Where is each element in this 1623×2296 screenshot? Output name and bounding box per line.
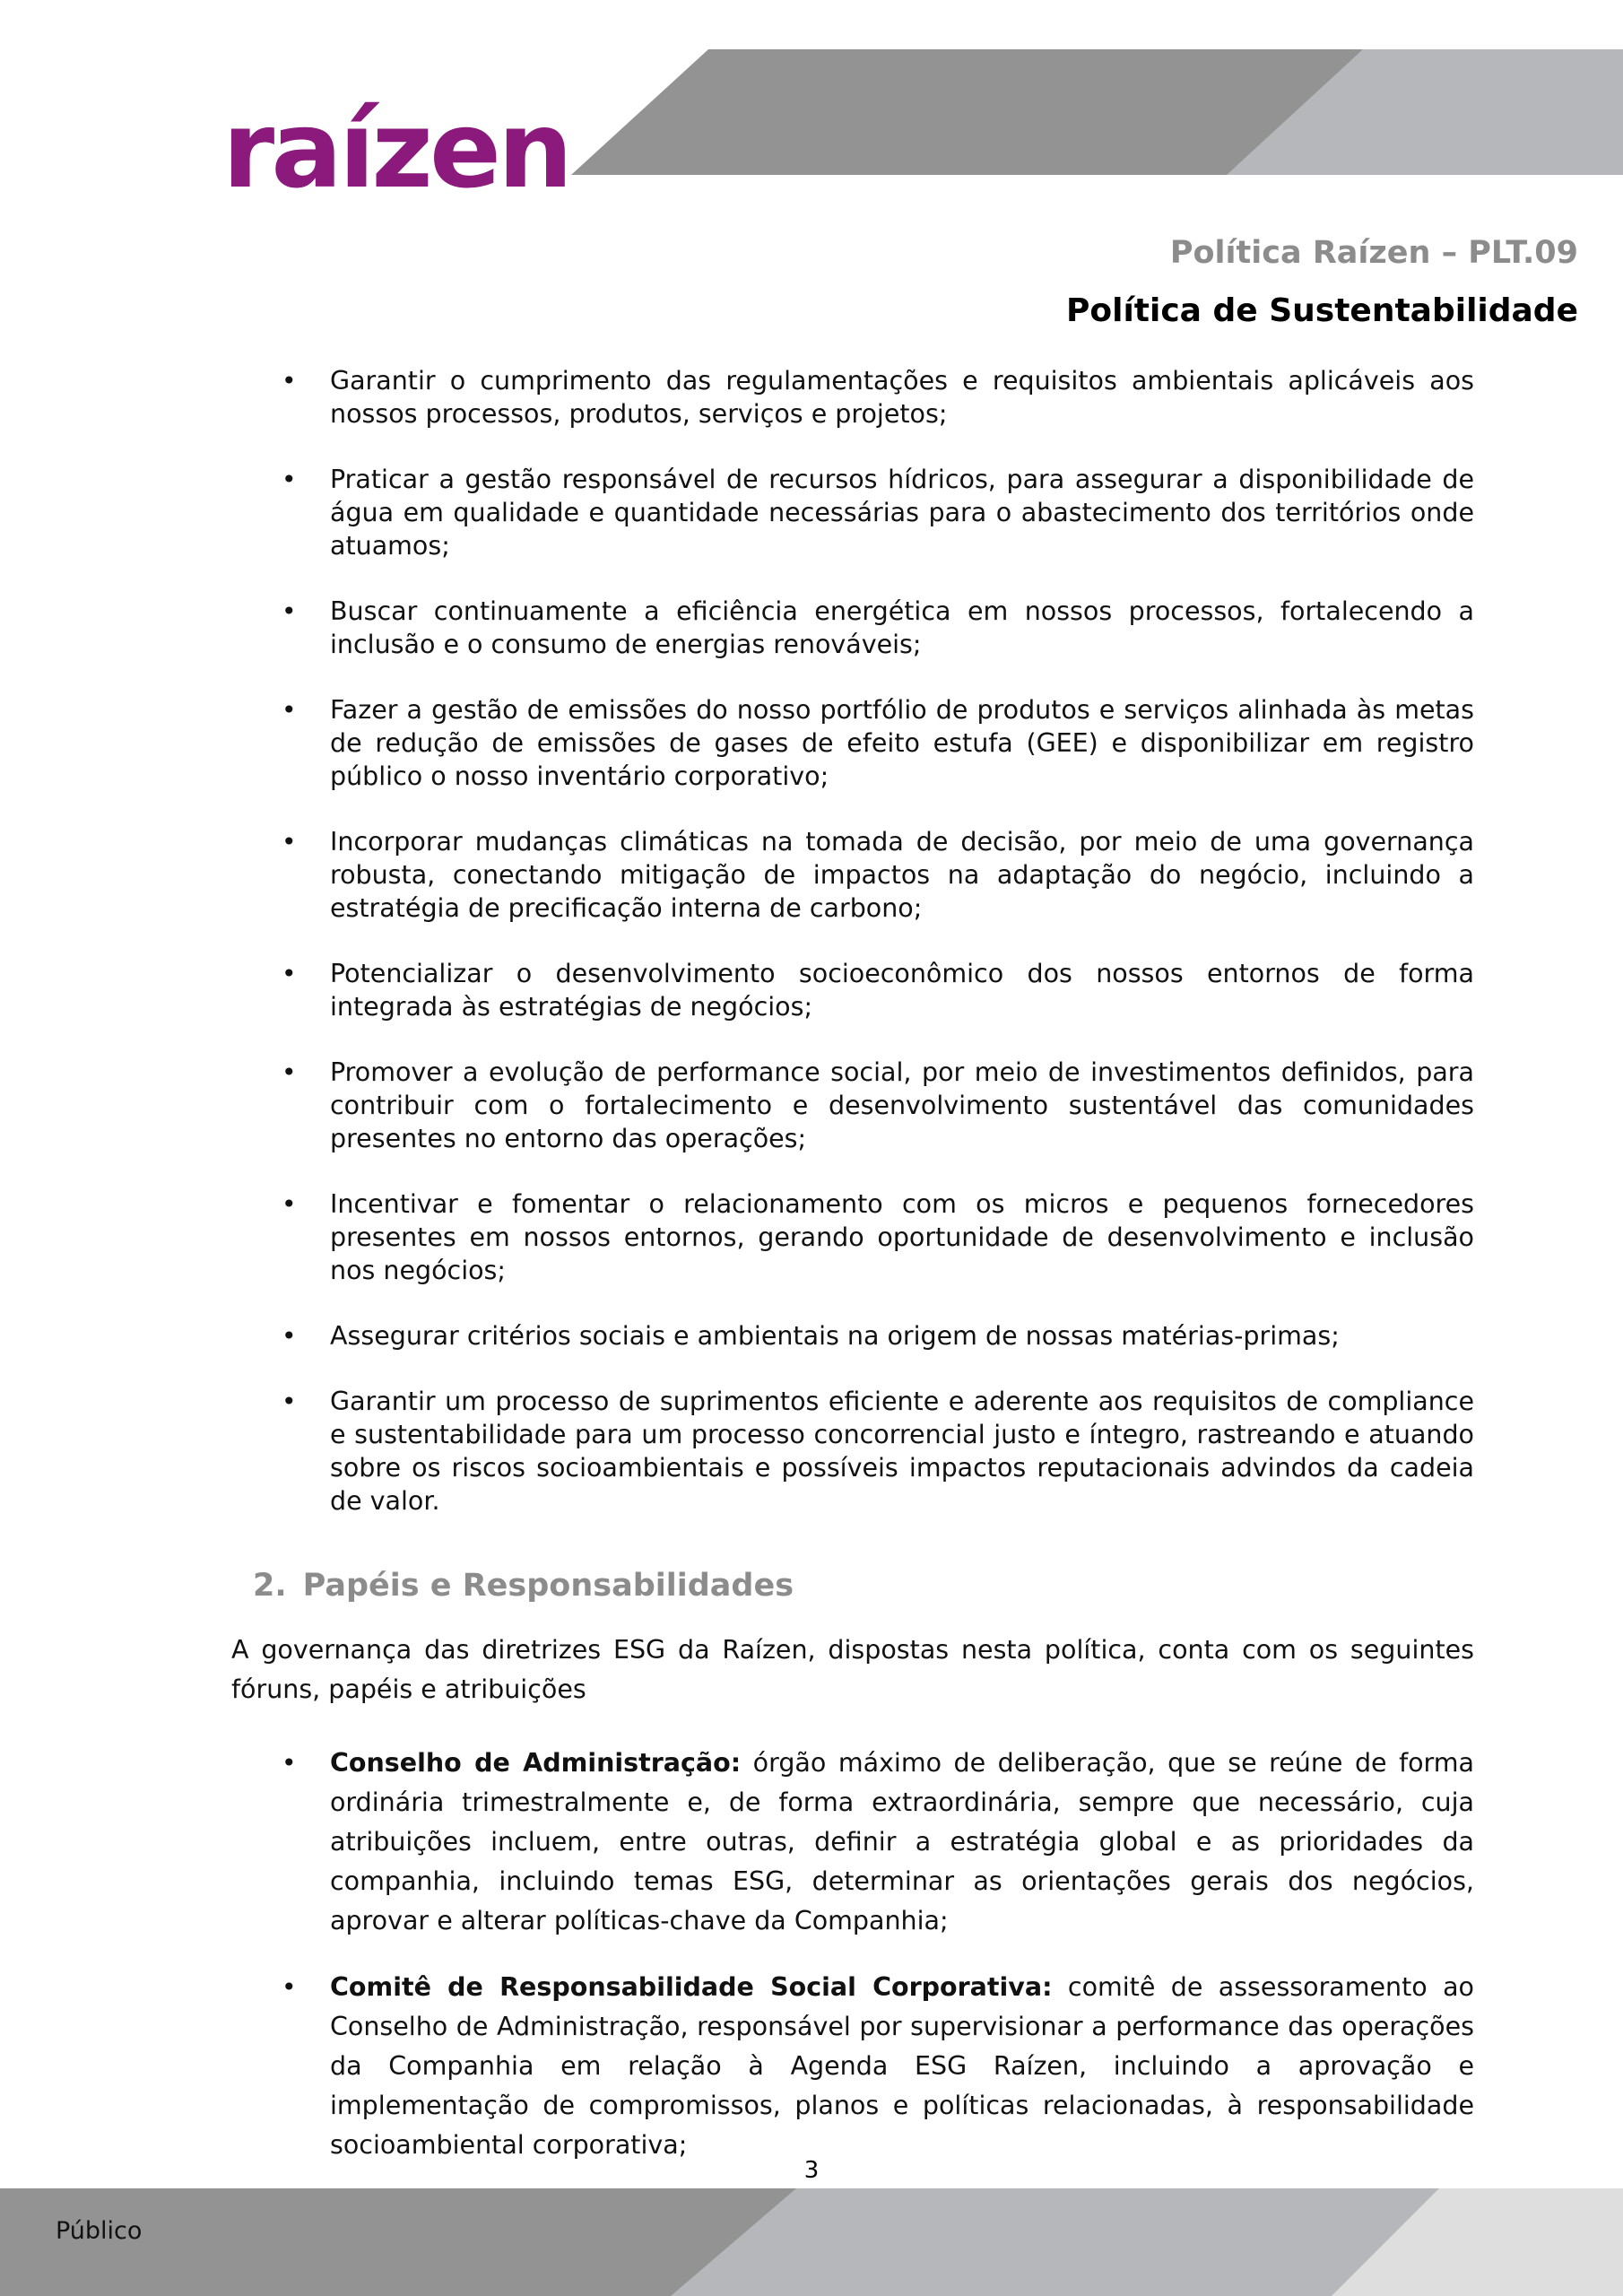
role-title: Conselho de Administração: <box>330 1748 742 1778</box>
bullet-icon: • <box>282 959 297 988</box>
list-item: • Assegurar critérios sociais e ambientais na origem de nossas matérias-primas; <box>282 1321 1340 1351</box>
section-number: 2. <box>253 1568 287 1604</box>
document-code: Política Raízen – PLT.09 <box>1169 235 1578 271</box>
bullet-icon: • <box>282 366 297 396</box>
bullet-icon: • <box>282 1972 297 2002</box>
document-title: Política de Sustentabilidade <box>1065 292 1578 329</box>
bullet-icon: • <box>282 1748 297 1778</box>
section-title: Papéis e Responsabilidades <box>302 1568 794 1604</box>
role-item <box>231 1744 1474 1941</box>
bullet-icon: • <box>282 1321 297 1351</box>
bullet-icon: • <box>282 827 297 857</box>
section-intro: A governança das diretrizes ESG da Raízen, dispostas nesta política, conta com os seguintes fóruns, papéis e atribuições <box>231 1635 1474 1704</box>
list-item: • Garantir um processo de suprimentos eficiente e aderente aos requisitos de compliance e sustentabilidade para um processo concorrencial justo e íntegro, rastreando e atuando sobre os riscos socioambientais e possíveis impactos reputacionais advindos da cadeia de valor. <box>282 1387 1474 1516</box>
guideline-list <box>231 364 1474 1518</box>
list-item: • Praticar a gestão responsável de recursos hídricos, para assegurar a disponibilidade de água em qualidade e quantidade necessárias para o abastecimento dos territórios onde atuamos; <box>282 465 1474 561</box>
logo-text: raízen <box>222 88 569 212</box>
bullet-icon: • <box>282 1387 297 1416</box>
list-item: • Promover a evolução de performance social, por meio de investimentos definidos, para contribuir com o fortalecimento e desenvolvimento sustentável das comunidades presentes no entorno das operações; <box>282 1057 1474 1153</box>
list-item: • Incorporar mudanças climáticas na tomada de decisão, por meio de uma governança robusta, conectando mitigação de impactos na adaptação do negócio, incluindo a estratégia de precificação interna de carbono; <box>282 827 1474 923</box>
role-title: Comitê de Responsabilidade Social Corporativa: <box>330 1972 1053 2002</box>
bullet-icon: • <box>282 465 297 494</box>
list-item: • Fazer a gestão de emissões do nosso portfólio de produtos e serviços alinhada às metas de redução de emissões de gases de efeito estufa (GEE) e disponibilizar em registro público o nosso inventário corporativo; <box>282 695 1474 791</box>
footer-decoration <box>0 2188 1623 2296</box>
bullet-icon: • <box>282 596 297 626</box>
raizen-logo <box>222 88 569 231</box>
role-item <box>231 1968 1474 2165</box>
list-item: • Incentivar e fomentar o relacionamento com os micros e pequenos fornecedores presentes em nossos entornos, gerando oportunidade de desenvolvimento e inclusão nos negócios; <box>282 1189 1474 1285</box>
page-number: 3 <box>803 2157 820 2184</box>
role-description: comitê de assessoramento ao Conselho de Administração, responsável por supervisionar a performance das operações da Companhia em relação à Agenda ESG Raízen, incluindo a aprovação e implementação de compromissos, planos e políticas relacionadas, à responsabilidade socioambiental corporativa; <box>330 1972 1474 2160</box>
role-description: órgão máximo de deliberação, que se reúne de forma ordinária trimestralmente e, de forma extraordinária, sempre que necessário, cuja atribuições incluem, entre outras, definir a estratégia global e as prioridades da companhia, incluindo temas ESG, determinar as orientações gerais dos negócios, aprovar e alterar políticas-chave da Companhia; <box>330 1748 1474 1935</box>
roles-list <box>231 1744 1474 2165</box>
bullet-icon: • <box>282 1189 297 1219</box>
list-item: • Potencializar o desenvolvimento socioeconômico dos nossos entornos de forma integrada às estratégias de negócios; <box>282 959 1474 1022</box>
section-heading <box>253 1568 1474 1604</box>
bullet-icon: • <box>282 695 297 725</box>
list-item: • Buscar continuamente a eficiência energética em nossos processos, fortalecendo a inclusão e o consumo de energias renováveis; <box>282 596 1474 659</box>
bullet-icon: • <box>282 1057 297 1087</box>
classification-label: Público <box>56 2217 143 2245</box>
page-content <box>231 364 1474 2192</box>
list-item: • Garantir o cumprimento das regulamentações e requisitos ambientais aplicáveis aos nossos processos, produtos, serviços e projetos; <box>282 366 1474 429</box>
